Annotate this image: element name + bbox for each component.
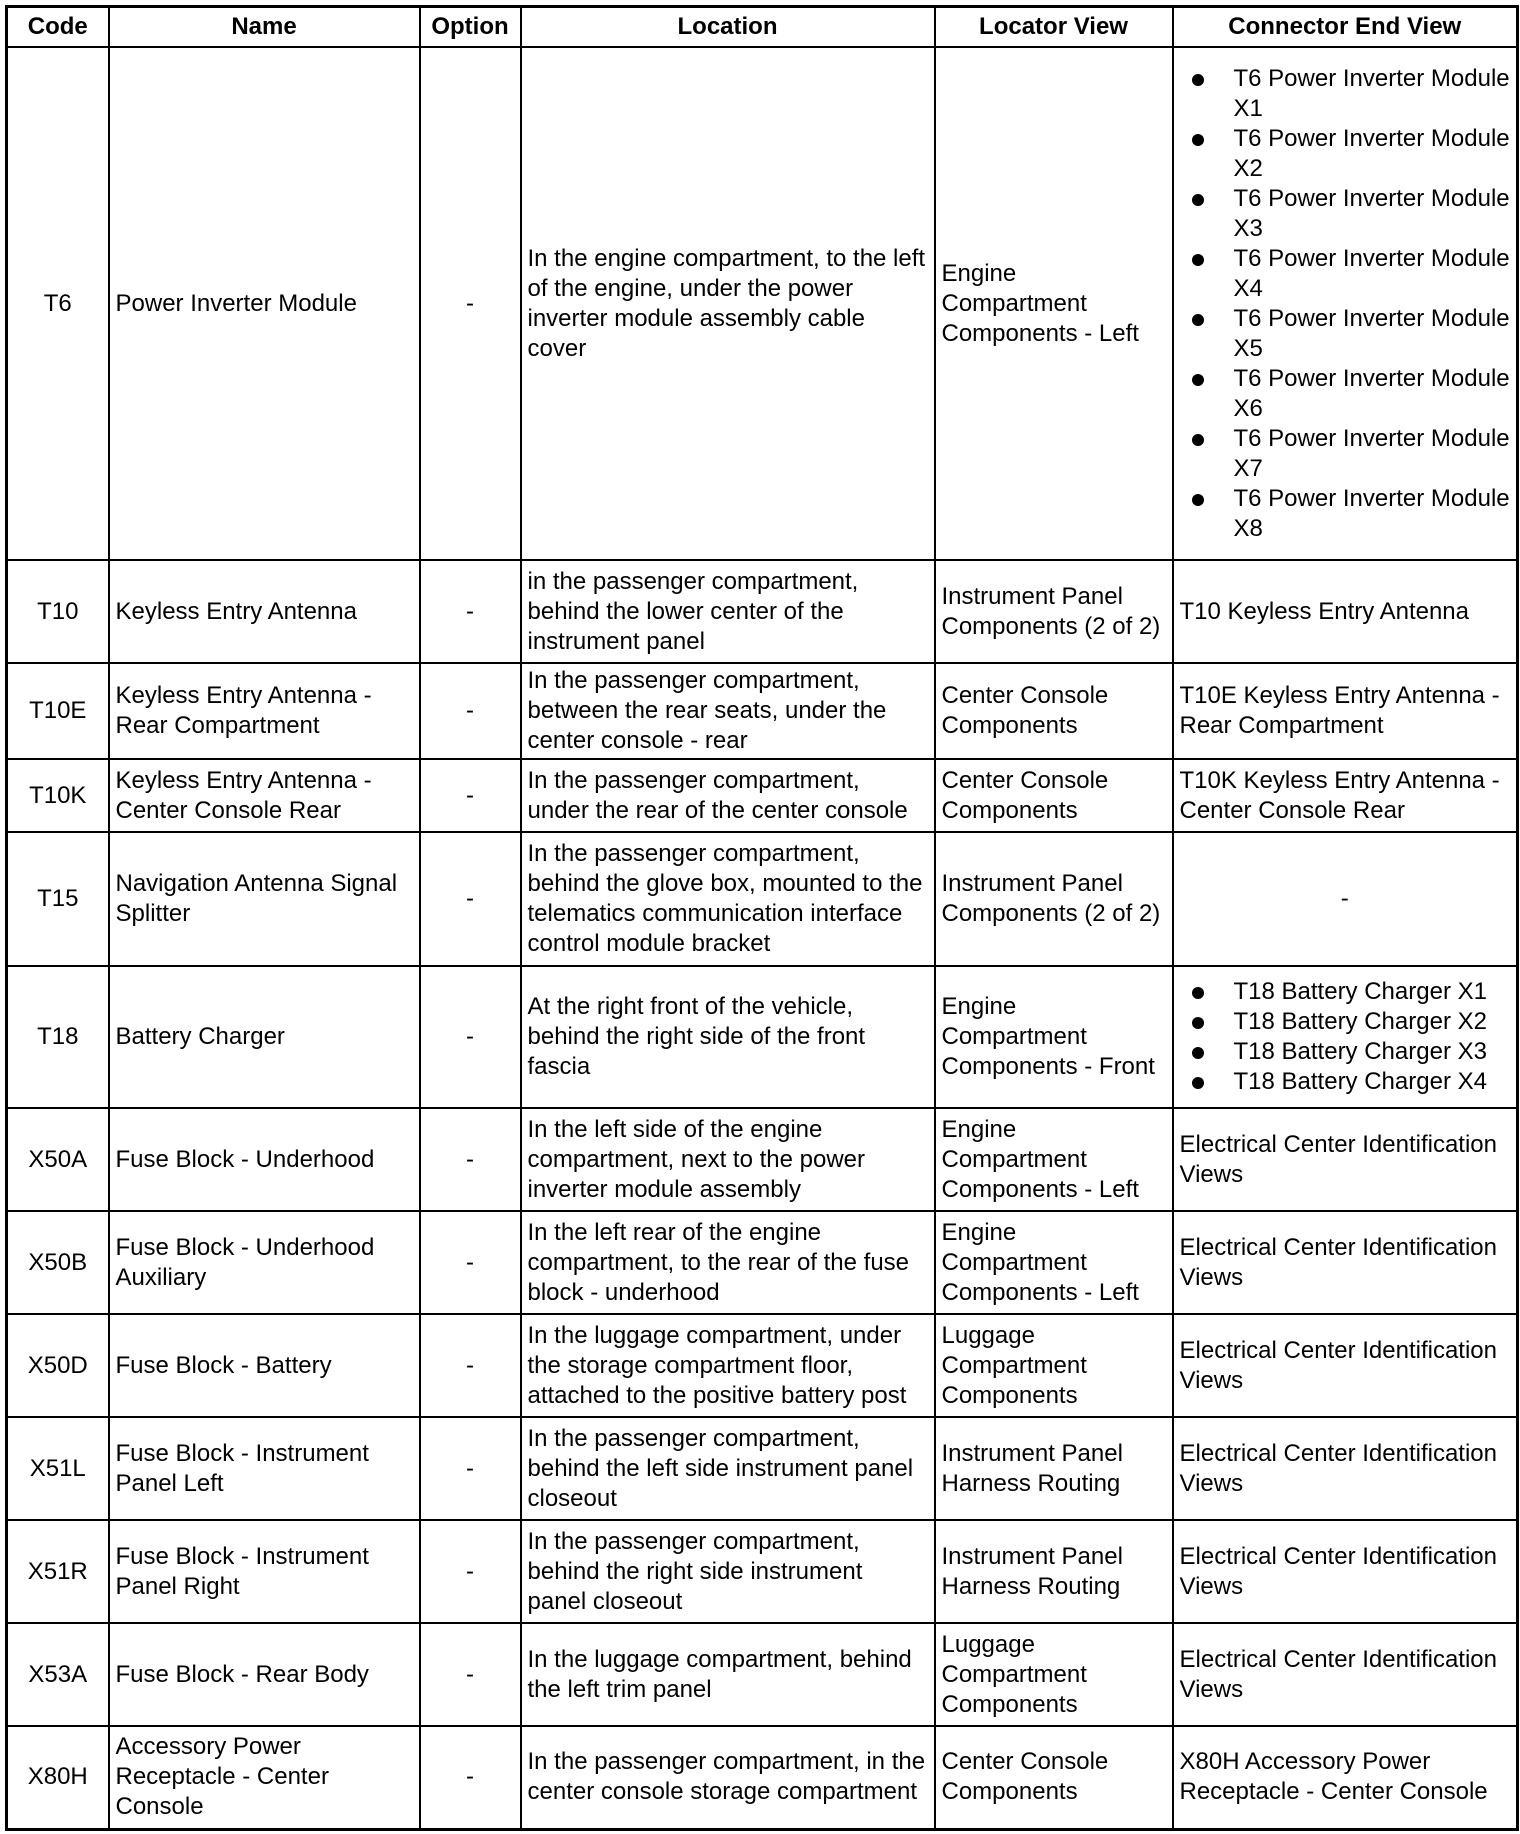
connector-end-view-cell: [1173, 966, 1518, 1108]
connector-end-view-cell: [1173, 47, 1518, 560]
header-connector-end-view: Connector End View: [1173, 7, 1518, 48]
connector-list-item[interactable]: T6 Power Inverter Module X6: [1192, 364, 1511, 424]
connector-list: [1180, 977, 1511, 1097]
name-cell: Fuse Block - Underhood: [109, 1108, 420, 1211]
option-cell: -: [420, 1417, 521, 1520]
connector-end-view-link: T10 Keyless Entry Antenna: [1173, 560, 1518, 663]
name-cell: Keyless Entry Antenna - Rear Compartment: [109, 663, 420, 759]
locator-view-link: Instrument Panel Harness Routing: [935, 1417, 1173, 1520]
component-locator-page: [5, 5, 1516, 1831]
connector-end-view-link: Electrical Center Identification Views: [1173, 1211, 1518, 1314]
name-cell: Keyless Entry Antenna - Center Console Rear: [109, 759, 420, 832]
connector-end-view-link: T10E Keyless Entry Antenna - Rear Compartment: [1173, 663, 1518, 759]
locator-view-link: Instrument Panel Components (2 of 2): [935, 560, 1173, 663]
location-cell: In the left rear of the engine compartment, to the rear of the fuse block - underhood: [521, 1211, 935, 1314]
connector-list-item[interactable]: T6 Power Inverter Module X5: [1192, 304, 1511, 364]
table-row: [7, 1520, 1518, 1623]
code-cell: X50D: [7, 1314, 109, 1417]
name-cell: Fuse Block - Underhood Auxiliary: [109, 1211, 420, 1314]
code-cell: T18: [7, 966, 109, 1108]
table-row: [7, 1623, 1518, 1726]
locator-view-link: Engine Compartment Components - Left: [935, 1211, 1173, 1314]
connector-list-item[interactable]: T6 Power Inverter Module X3: [1192, 184, 1511, 244]
name-cell: Fuse Block - Instrument Panel Right: [109, 1520, 420, 1623]
connector-list-item[interactable]: T18 Battery Charger X2: [1192, 1007, 1511, 1037]
table-row: [7, 1726, 1518, 1829]
option-cell: -: [420, 1108, 521, 1211]
option-cell: -: [420, 663, 521, 759]
connector-list-item[interactable]: T18 Battery Charger X3: [1192, 1037, 1511, 1067]
table-row: [7, 832, 1518, 966]
locator-view-link: Engine Compartment Components - Left: [935, 47, 1173, 560]
option-cell: -: [420, 1211, 521, 1314]
code-cell: T6: [7, 47, 109, 560]
option-cell: -: [420, 1623, 521, 1726]
option-cell: -: [420, 966, 521, 1108]
option-cell: -: [420, 1520, 521, 1623]
table-row: [7, 663, 1518, 759]
connector-list-item[interactable]: T18 Battery Charger X4: [1192, 1067, 1511, 1097]
code-cell: X53A: [7, 1623, 109, 1726]
connector-end-view-link: Electrical Center Identification Views: [1173, 1417, 1518, 1520]
table-body: [7, 47, 1518, 1829]
option-cell: -: [420, 832, 521, 966]
connector-list-item[interactable]: T6 Power Inverter Module X2: [1192, 124, 1511, 184]
connector-list-item[interactable]: T6 Power Inverter Module X1: [1192, 64, 1511, 124]
option-cell: -: [420, 1314, 521, 1417]
name-cell: Fuse Block - Instrument Panel Left: [109, 1417, 420, 1520]
table-row: [7, 1417, 1518, 1520]
location-cell: In the left side of the engine compartment, next to the power inverter module assembly: [521, 1108, 935, 1211]
header-name: Name: [109, 7, 420, 48]
location-cell: In the luggage compartment, behind the left trim panel: [521, 1623, 935, 1726]
option-cell: -: [420, 1726, 521, 1829]
connector-end-view-link: Electrical Center Identification Views: [1173, 1520, 1518, 1623]
name-cell: Battery Charger: [109, 966, 420, 1108]
locator-view-link: Engine Compartment Components - Front: [935, 966, 1173, 1108]
connector-list-item[interactable]: T6 Power Inverter Module X7: [1192, 424, 1511, 484]
header-row: [7, 7, 1518, 48]
locator-view-link: Luggage Compartment Components: [935, 1623, 1173, 1726]
location-cell: In the passenger compartment, behind the glove box, mounted to the telematics communication interface control module bracket: [521, 832, 935, 966]
location-cell: In the passenger compartment, under the rear of the center console: [521, 759, 935, 832]
connector-end-view-link: Electrical Center Identification Views: [1173, 1108, 1518, 1211]
locator-view-link: Center Console Components: [935, 1726, 1173, 1829]
location-cell: In the passenger compartment, between the rear seats, under the center console - rear: [521, 663, 935, 759]
connector-list: [1180, 64, 1511, 544]
locator-view-link: Instrument Panel Components (2 of 2): [935, 832, 1173, 966]
code-cell: X50B: [7, 1211, 109, 1314]
connector-end-view-link: Electrical Center Identification Views: [1173, 1623, 1518, 1726]
locator-view-link: Center Console Components: [935, 663, 1173, 759]
location-cell: In the passenger compartment, behind the right side instrument panel closeout: [521, 1520, 935, 1623]
locator-view-link: Luggage Compartment Components: [935, 1314, 1173, 1417]
locator-view-link: Center Console Components: [935, 759, 1173, 832]
component-locator-table: [5, 5, 1519, 1831]
name-cell: Keyless Entry Antenna: [109, 560, 420, 663]
connector-end-view-link: Electrical Center Identification Views: [1173, 1314, 1518, 1417]
location-cell: At the right front of the vehicle, behind the right side of the front fascia: [521, 966, 935, 1108]
location-cell: In the passenger compartment, behind the left side instrument panel closeout: [521, 1417, 935, 1520]
table-row: [7, 1108, 1518, 1211]
connector-list-item[interactable]: T18 Battery Charger X1: [1192, 977, 1511, 1007]
code-cell: X51L: [7, 1417, 109, 1520]
header-location: Location: [521, 7, 935, 48]
option-cell: -: [420, 560, 521, 663]
code-cell: T10K: [7, 759, 109, 832]
locator-view-link: Engine Compartment Components - Left: [935, 1108, 1173, 1211]
table-row: [7, 759, 1518, 832]
name-cell: Accessory Power Receptacle - Center Console: [109, 1726, 420, 1829]
code-cell: X50A: [7, 1108, 109, 1211]
connector-end-view-link: X80H Accessory Power Receptacle - Center Console: [1173, 1726, 1518, 1829]
location-cell: in the passenger compartment, behind the lower center of the instrument panel: [521, 560, 935, 663]
table-row: [7, 966, 1518, 1108]
name-cell: Navigation Antenna Signal Splitter: [109, 832, 420, 966]
name-cell: Fuse Block - Rear Body: [109, 1623, 420, 1726]
location-cell: In the engine compartment, to the left of the engine, under the power inverter module assembly cable cover: [521, 47, 935, 560]
connector-end-view-link: T10K Keyless Entry Antenna - Center Console Rear: [1173, 759, 1518, 832]
connector-end-view-link: -: [1173, 832, 1518, 966]
header-code: Code: [7, 7, 109, 48]
code-cell: X51R: [7, 1520, 109, 1623]
table-row: [7, 1314, 1518, 1417]
header-locator-view: Locator View: [935, 7, 1173, 48]
connector-list-item[interactable]: T6 Power Inverter Module X4: [1192, 244, 1511, 304]
code-cell: T10E: [7, 663, 109, 759]
table-row: [7, 560, 1518, 663]
connector-list-item[interactable]: T6 Power Inverter Module X8: [1192, 484, 1511, 544]
table-row: [7, 47, 1518, 560]
location-cell: In the luggage compartment, under the storage compartment floor, attached to the positive battery post: [521, 1314, 935, 1417]
table-row: [7, 1211, 1518, 1314]
code-cell: T15: [7, 832, 109, 966]
header-option: Option: [420, 7, 521, 48]
location-cell: In the passenger compartment, in the center console storage compartment: [521, 1726, 935, 1829]
name-cell: Fuse Block - Battery: [109, 1314, 420, 1417]
locator-view-link: Instrument Panel Harness Routing: [935, 1520, 1173, 1623]
option-cell: -: [420, 47, 521, 560]
name-cell: Power Inverter Module: [109, 47, 420, 560]
option-cell: -: [420, 759, 521, 832]
code-cell: X80H: [7, 1726, 109, 1829]
code-cell: T10: [7, 560, 109, 663]
